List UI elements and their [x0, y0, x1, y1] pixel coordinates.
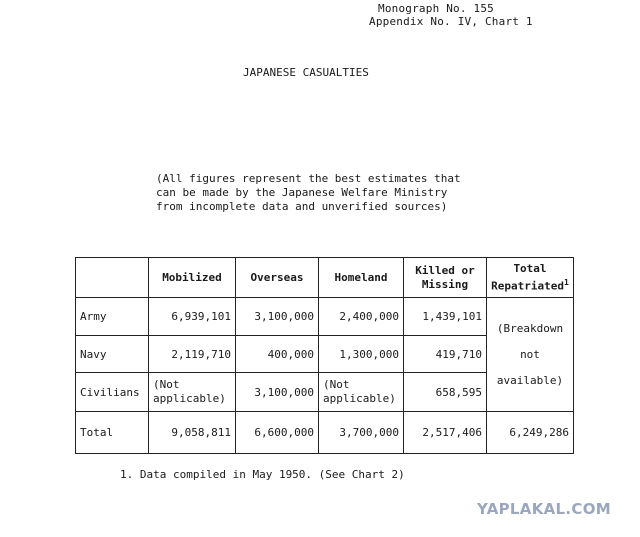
cell-civilians-killed: 658,595	[404, 373, 487, 412]
cell-army-mobilized: 6,939,101	[149, 298, 236, 336]
cell-army-homeland: 2,400,000	[319, 298, 404, 336]
cell-navy-overseas: 400,000	[236, 336, 319, 373]
estimate-note-line: can be made by the Japanese Welfare Ministry	[156, 186, 448, 199]
row-label-army: Army	[76, 298, 149, 336]
cell-total-homeland: 3,700,000	[319, 412, 404, 454]
row-label-total: Total	[76, 412, 149, 454]
cell-total-repatriated: 6,249,286	[487, 412, 574, 454]
cell-navy-killed: 419,710	[404, 336, 487, 373]
cell-navy-homeland: 1,300,000	[319, 336, 404, 373]
cell-army-overseas: 3,100,000	[236, 298, 319, 336]
monograph-number: Monograph No. 155	[378, 2, 494, 15]
page-title: JAPANESE CASUALTIES	[243, 66, 369, 79]
footnote: 1. Data compiled in May 1950. (See Chart 2)	[120, 468, 405, 481]
column-header-total-repatriated	[487, 258, 574, 298]
watermark: YAPLAKAL.COM	[477, 500, 611, 518]
row-label-navy: Navy	[76, 336, 149, 373]
column-header-homeland: Homeland	[319, 258, 404, 298]
cell-civilians-homeland: (Not applicable)	[319, 373, 404, 412]
row-label-civilians: Civilians	[76, 373, 149, 412]
casualties-table	[75, 257, 574, 454]
estimate-note-line: from incomplete data and unverified sources)	[156, 200, 448, 213]
column-header-mobilized: Mobilized	[149, 258, 236, 298]
column-header-killed-or-missing	[404, 258, 487, 298]
cell-total-mobilized: 9,058,811	[149, 412, 236, 454]
cell-navy-mobilized: 2,119,710	[149, 336, 236, 373]
table-row	[76, 298, 574, 336]
column-header-repatriated-label: Total Repatriated	[491, 261, 565, 293]
column-header-overseas: Overseas	[236, 258, 319, 298]
table-row	[76, 412, 574, 454]
appendix-reference: Appendix No. IV, Chart 1	[369, 15, 533, 28]
cell-civilians-mobilized: (Not applicable)	[149, 373, 236, 412]
cell-total-killed: 2,517,406	[404, 412, 487, 454]
table-header-row	[76, 258, 574, 298]
footnote-marker: 1	[564, 277, 569, 287]
estimate-note-line: (All figures represent the best estimates that	[156, 172, 461, 185]
cell-civilians-overseas: 3,100,000	[236, 373, 319, 412]
estimate-note	[156, 172, 461, 214]
column-header-killed-label: Killed or Missing	[415, 263, 475, 291]
cell-army-killed: 1,439,101	[404, 298, 487, 336]
column-header-blank	[76, 258, 149, 298]
cell-repatriated-breakdown	[487, 298, 574, 412]
cell-total-overseas: 6,600,000	[236, 412, 319, 454]
repatriated-breakdown-note: (Breakdown not available)	[496, 321, 564, 387]
